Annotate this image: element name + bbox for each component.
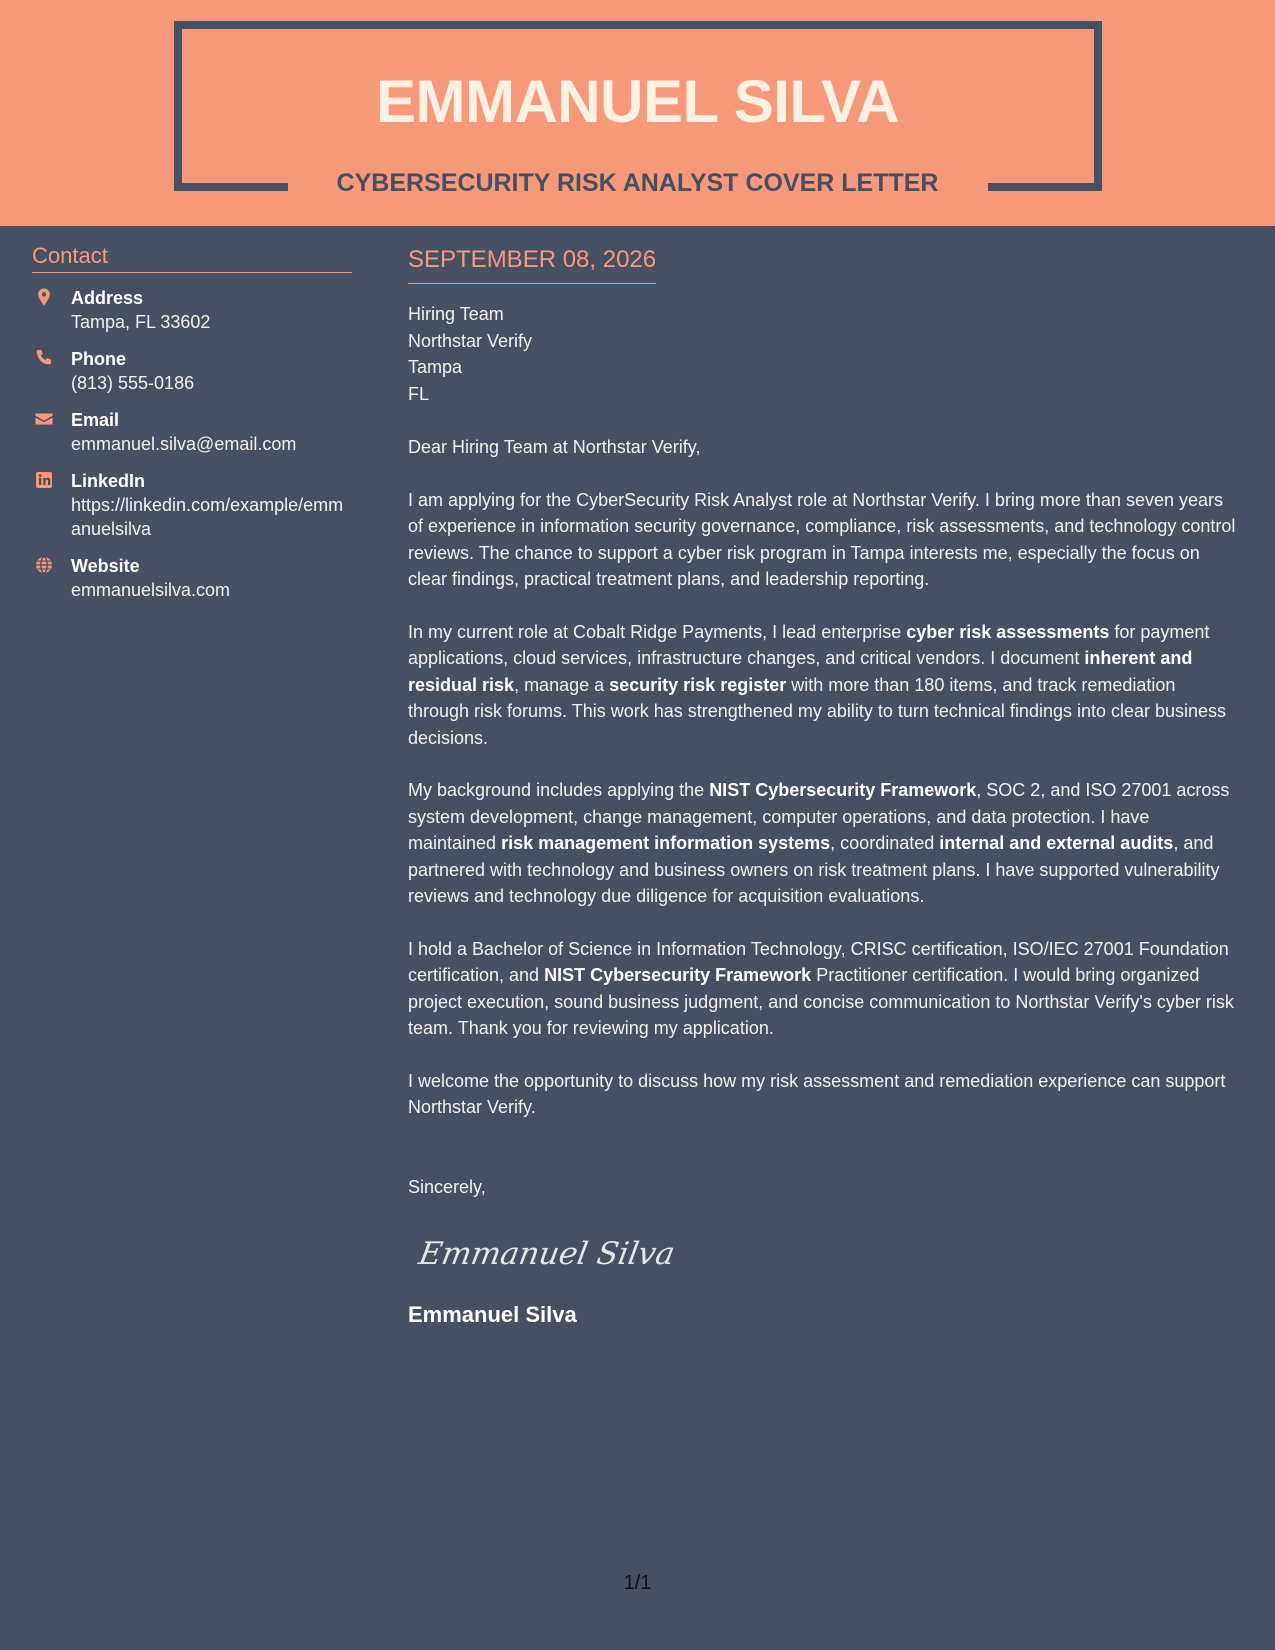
contact-website — [32, 554, 352, 602]
body-paragraph — [408, 1068, 1240, 1121]
letter-body — [408, 240, 1240, 1330]
paragraph-text: Practitioner certification. I would bring organized project execution, sound business judgment, and concise communication to Northstar Verify's cyber risk team. Thank you for reviewing my application. — [408, 965, 1234, 1038]
paragraph-text: In my current role at Cobalt Ridge Payments, I lead enterprise — [408, 621, 907, 642]
body-paragraph — [408, 777, 1240, 910]
contact-heading: Contact — [32, 240, 352, 273]
recipient-line: FL — [408, 383, 430, 404]
contact-value: Tampa, FL 33602 — [71, 312, 211, 332]
recipient-line: Hiring Team — [408, 304, 504, 324]
body-paragraph — [408, 487, 1240, 593]
paragraph-text: for payment applications, cloud services, infrastructure changes, and critical vendors. I document — [408, 621, 1210, 668]
closing: Sincerely, — [408, 1176, 486, 1197]
bold-keyword: risk management information systems — [501, 833, 831, 853]
bold-keyword: internal and external audits — [939, 833, 1174, 853]
paragraph-text: , coordinated — [830, 833, 940, 853]
map-pin-icon — [34, 287, 54, 307]
contact-label: LinkedIn — [71, 471, 146, 491]
paragraph-text: , manage a — [514, 674, 610, 695]
bold-keyword: NIST Cybersecurity Framework — [544, 965, 812, 985]
recipient-block — [408, 301, 1240, 407]
contact-phone — [32, 347, 352, 395]
linkedin-icon — [34, 470, 54, 490]
contact-value: (813) 555-0186 — [71, 373, 195, 393]
envelope-icon — [34, 409, 54, 429]
globe-icon — [34, 555, 54, 575]
contact-label: Email — [71, 410, 120, 430]
recipient-line: Tampa — [408, 357, 463, 377]
header-banner — [0, 0, 1275, 226]
paragraph-text: I welcome the opportunity to discuss how my risk assessment and remediation experience can support Northstar Verify. — [408, 1070, 1226, 1117]
header-frame-top — [174, 21, 1102, 29]
recipient-line: Northstar Verify — [408, 330, 533, 351]
svg-text:Emmanuel Silva: Emmanuel Silva — [416, 1236, 676, 1272]
contact-label: Website — [71, 556, 140, 576]
bold-keyword: NIST Cybersecurity Framework — [709, 780, 977, 800]
contact-sidebar — [32, 240, 352, 615]
paragraph-text: I hold a Bachelor of Science in Information Technology, CRISC certification, ISO/IEC 27001 Foundation certification, and — [408, 938, 1229, 985]
paragraph-text: I am applying for the CyberSecurity Risk Analyst role at Northstar Verify. I bring more than seven years of experience in information security governance, compliance, risk assessments, and technology control reviews. The chance to support a cyber risk program in Tampa interests me, especially the focus on clear findings, practical treatment plans, and leadership reporting. — [408, 489, 1236, 589]
body-paragraph — [408, 936, 1240, 1042]
contact-label: Address — [71, 288, 144, 308]
body-paragraph — [408, 619, 1240, 752]
contact-address — [32, 286, 352, 334]
contact-value: emmanuel.silva@email.com — [71, 434, 297, 454]
phone-icon — [34, 348, 54, 368]
paragraph-text: with more than 180 items, and track remediation through risk forums. This work has strengthened my ability to turn technical findings into clear business decisions. — [408, 674, 1227, 748]
paragraph-text: , and partnered with technology and business owners on risk treatment plans. I have supported vulnerability reviews and technology due diligence for acquisition evaluations. — [408, 833, 1220, 906]
signed-name: Emmanuel Silva — [408, 1302, 577, 1327]
bold-keyword: cyber risk assessments — [906, 621, 1110, 642]
contact-value: https://linkedin.com/example/emmanuelsilva — [71, 495, 344, 539]
contact-email — [32, 408, 352, 456]
document-subtitle: CYBERSECURITY RISK ANALYST COVER LETTER — [336, 169, 939, 197]
salutation: Dear Hiring Team at Northstar Verify, — [408, 437, 701, 457]
contact-linkedin — [32, 469, 352, 541]
paragraph-text: My background includes applying the — [408, 780, 710, 800]
paragraph-text: , SOC 2, and ISO 27001 across system development, change management, computer operations, and data protection. I have maintained — [408, 780, 1230, 853]
bold-keyword: security risk register — [609, 674, 787, 695]
applicant-name: EMMANUEL SILVA — [375, 68, 899, 135]
handwritten-signature — [416, 1228, 676, 1278]
bold-keyword: inherent and residual risk — [408, 648, 1193, 695]
contact-value: emmanuelsilva.com — [71, 580, 231, 600]
letter-date: SEPTEMBER 08, 2026 — [408, 240, 656, 284]
contact-label: Phone — [71, 349, 127, 369]
page-number: 1/1 — [623, 1572, 652, 1594]
